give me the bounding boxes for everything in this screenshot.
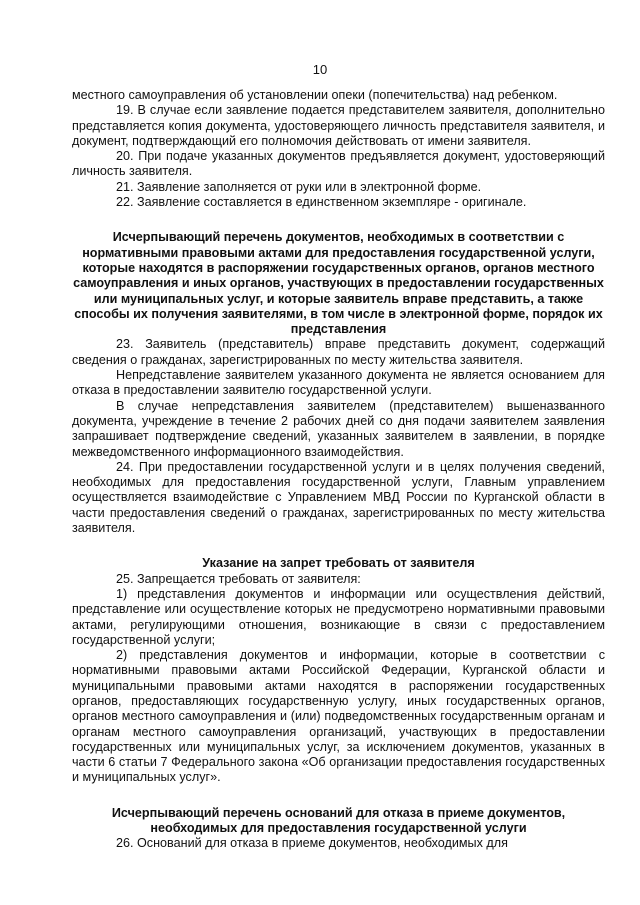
page-number: 10 [312,62,328,77]
paragraph: Непредставление заявителем указанного документа не является основанием для отказа в предоставлении заявителю государственной услуги. [72,368,605,398]
paragraph: 22. Заявление составляется в единственном экземпляре - оригинале. [116,195,527,210]
paragraph: местного самоуправления об установлении опеки (попечительства) над ребенком. [72,88,558,102]
document-body [72,88,605,852]
paragraph: 1) представления документов и информации или осуществления действий, представление или осуществление которых не предусмотрено нормативными правовыми актами, регулирующими отношения, возникающие в связи с предоставлением государственной услуги; [72,586,605,647]
section-heading: Исчерпывающий перечень документов, необходимых в соответствии с нормативными правовыми актами для предоставления государственной услуги, которые находятся в распоряжении государственных органов, органов местного самоуправления и иных органов, участвующих в предоставлении государственных или муниципальных услуг, и которые заявитель вправе представить, а также способы их получения заявителями, в том числе в электронной форме, порядок их представления [73,230,604,337]
paragraph: 21. Заявление заполняется от руки или в электронной форме. [116,179,482,194]
paragraph: 25. Запрещается требовать от заявителя: [116,571,361,586]
paragraph: 26. Оснований для отказа в приеме документов, необходимых для [116,836,508,851]
section-heading: Исчерпывающий перечень оснований для отказа в приеме документов, необходимых для предоставления государственной услуги [111,805,566,836]
paragraph: 23. Заявитель (представитель) вправе представить документ, содержащий сведения о гражданах, зарегистрированных по месту жительства заявителя. [72,337,605,367]
paragraph: 19. В случае если заявление подается представителем заявителя, дополнительно представляется копия документа, удостоверяющего личность представителя заявителя, и документ, подтверждающий его полномочия действовать от имени заявителя. [72,103,605,148]
paragraph: 2) представления документов и информации, которые в соответствии с нормативными правовыми актами Российской Федерации, Курганской области и муниципальными правовыми актами находятся в распоряжении государственных органов, предоставляющих государственную услугу, иных государственных органов, органов местного самоуправления и (или) подведомственных государственным органам и органам местного самоуправления организаций, участвующих в предоставлении государственных или муниципальных услуг, за исключением документов, указанных в части 6 статьи 7 Федерального закона «Об организации предоставления государственных и муниципальных услуг». [72,648,605,785]
paragraph: 20. При подаче указанных документов предъявляется документ, удостоверяющий личность заявителя. [72,149,605,179]
paragraph: 24. При предоставлении государственной услуги и в целях получения сведений, необходимых для предоставления государственной услуги, Главным управлением осуществляется взаимодействие с Управлением МВД России по Курганской области в части предоставления сведений о гражданах, зарегистрированных по месту жительства заявителя. [72,459,605,536]
paragraph: В случае непредставления заявителем (представителем) вышеназванного документа, учреждение в течение 2 рабочих дней со дня подачи заявителем заявления запрашивает подтверждение сведений, указанных заявителем в заявлении, в порядке межведомственного информационного взаимодействия. [72,398,605,459]
section-heading: Указание на запрет требовать от заявителя [202,556,475,571]
